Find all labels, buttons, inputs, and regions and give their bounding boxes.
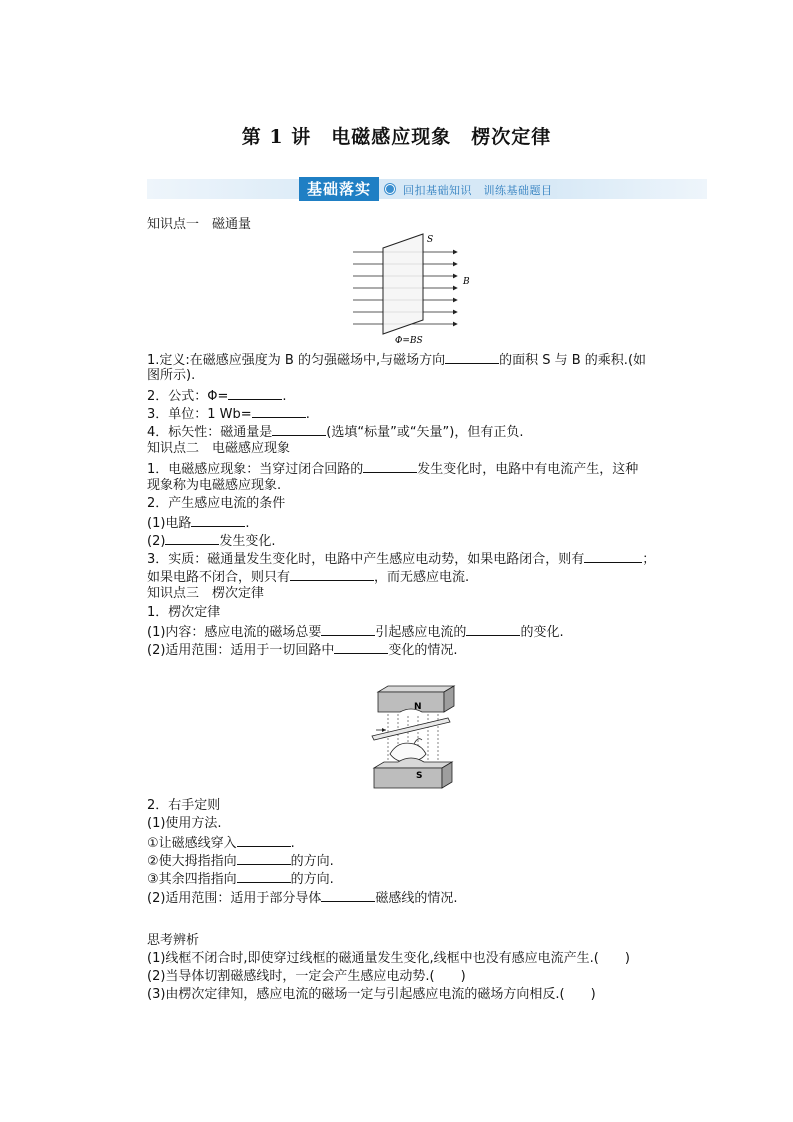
usage-step-1 xyxy=(147,833,295,852)
text: 磁感线的情况. xyxy=(375,891,458,906)
formula-caption: Φ=BS xyxy=(395,336,423,346)
text: 3．单位：1 Wb= xyxy=(147,407,252,422)
conditions-heading: 2．产生感应电流的条件 xyxy=(147,496,286,511)
section-heading-2: 知识点二 电磁感应现象 xyxy=(147,441,291,456)
magnetic-flux-diagram xyxy=(345,230,475,348)
text: . xyxy=(305,407,310,422)
text: 的方向. xyxy=(290,854,334,869)
text: . xyxy=(290,836,295,851)
judge-item-1: (1)线框不闭合时,即使穿过线框的磁通量发生变化,线框中也没有感应电流产生.( ) xyxy=(147,951,630,966)
answer-blank xyxy=(191,513,245,527)
section-heading-3: 知识点三 楞次定律 xyxy=(147,586,265,601)
answer-blank xyxy=(252,404,306,418)
text: 1.定义:在磁感应强度为 B 的匀强磁场中,与磁场方向 xyxy=(147,353,446,368)
answer-blank xyxy=(321,888,375,902)
text: (2)适用范围：适用于一切回路中 xyxy=(147,643,335,658)
banner-subtitle: 回扣基础知识 训练基础题目 xyxy=(403,184,553,197)
text: 变化的情况. xyxy=(388,643,458,658)
section-heading-1: 知识点一 磁通量 xyxy=(147,217,252,232)
text: ； xyxy=(642,552,656,567)
right-hand-heading: 2．右手定则 xyxy=(147,798,221,813)
unit-line xyxy=(147,404,310,423)
essence-line-cont xyxy=(147,567,469,586)
text: ，而无感应电流. xyxy=(374,570,470,585)
south-pole-label: S xyxy=(416,771,423,781)
text: (选填“标量”或“矢量”)，但有正负. xyxy=(326,425,524,440)
text: (1)内容：感应电流的磁场总要 xyxy=(147,625,322,640)
text: (1)电路 xyxy=(147,516,192,531)
text: 1．电磁感应现象：当穿过闭合回路的 xyxy=(147,462,364,477)
text: 的面积 S 与 B 的乘积.(如 xyxy=(499,353,647,368)
text: . xyxy=(282,389,287,404)
section-banner xyxy=(147,173,707,205)
page-title: 第 1 讲 电磁感应现象 楞次定律 xyxy=(241,126,552,148)
judge-item-3: (3)由楞次定律知，感应电流的磁场一定与引起感应电流的磁场方向相反.( ) xyxy=(147,987,596,1002)
text: ③其余四指指向 xyxy=(147,872,237,887)
text: 如果电路不闭合，则只有 xyxy=(147,570,291,585)
essence-line xyxy=(147,549,655,568)
formula-line xyxy=(147,386,287,405)
condition-2 xyxy=(147,531,276,550)
plane-label: S xyxy=(427,235,434,245)
answer-blank xyxy=(237,851,291,865)
scalar-line xyxy=(147,422,524,441)
text: 发生变化时，电路中有电流产生，这种 xyxy=(417,462,639,477)
text: 发生变化. xyxy=(219,534,276,549)
usage-step-2 xyxy=(147,851,334,870)
text: 4．标矢性：磁通量是 xyxy=(147,425,273,440)
answer-blank xyxy=(584,549,642,563)
answer-blank xyxy=(466,622,520,636)
answer-blank xyxy=(321,622,375,636)
lenz-content xyxy=(147,622,564,641)
field-label: B xyxy=(463,277,470,287)
text: ①让磁感线穿入 xyxy=(147,836,237,851)
text: (2)适用范围：适用于部分导体 xyxy=(147,891,322,906)
right-hand-scope xyxy=(147,888,458,907)
north-pole-label: N xyxy=(414,702,422,712)
condition-1 xyxy=(147,513,250,532)
usage-heading: (1)使用方法. xyxy=(147,816,222,831)
usage-step-3 xyxy=(147,869,334,888)
text: (2) xyxy=(147,534,166,549)
lenz-heading: 1．楞次定律 xyxy=(147,605,221,620)
text: 2．公式：Φ= xyxy=(147,389,229,404)
definition-line-cont: 图所示). xyxy=(147,368,196,383)
bullet-icon xyxy=(385,184,395,194)
phenomenon-line-cont: 现象称为电磁感应现象. xyxy=(147,478,282,493)
lenz-scope xyxy=(147,640,458,659)
judge-item-2: (2)当导体切割磁感线时，一定会产生感应电动势.( ) xyxy=(147,969,466,984)
answer-blank xyxy=(237,833,291,847)
answer-blank xyxy=(237,869,291,883)
answer-blank xyxy=(445,350,499,364)
text: 引起感应电流的 xyxy=(375,625,467,640)
banner-tag: 基础落实 xyxy=(299,177,379,201)
text: 的变化. xyxy=(520,625,564,640)
answer-blank xyxy=(272,422,326,436)
definition-line xyxy=(147,350,646,369)
answer-blank xyxy=(165,531,219,545)
right-hand-rule-diagram xyxy=(368,684,460,792)
answer-blank xyxy=(334,640,388,654)
text: 3．实质：磁通量发生变化时，电路中产生感应电动势，如果电路闭合，则有 xyxy=(147,552,585,567)
text: 的方向. xyxy=(290,872,334,887)
answer-blank xyxy=(228,386,282,400)
answer-blank xyxy=(290,567,374,581)
text: . xyxy=(245,516,250,531)
text: ②使大拇指指向 xyxy=(147,854,237,869)
think-heading: 思考辨析 xyxy=(147,933,200,948)
answer-blank xyxy=(363,459,417,473)
phenomenon-line xyxy=(147,459,638,478)
